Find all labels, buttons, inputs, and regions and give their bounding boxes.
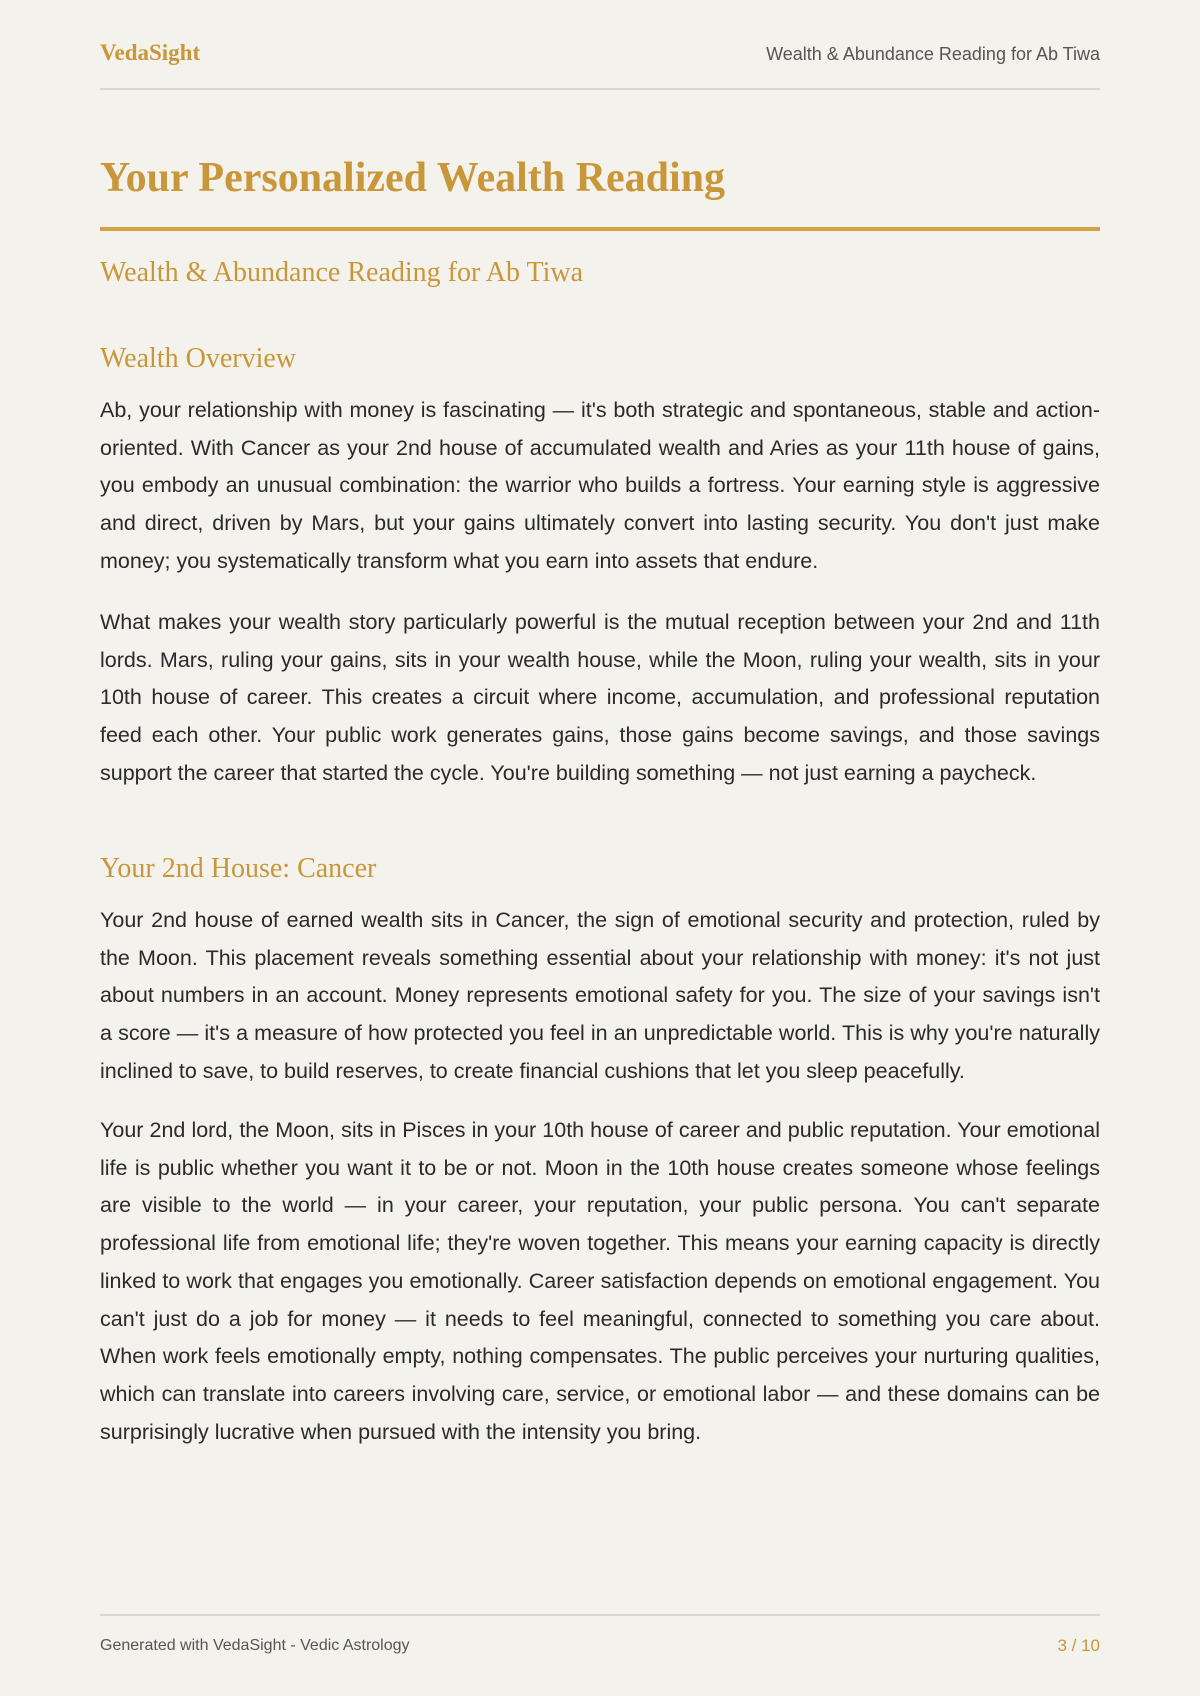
- page-title: Your Personalized Wealth Reading: [100, 155, 725, 201]
- title-divider: [100, 227, 1100, 231]
- page-header: [100, 36, 1100, 90]
- paragraph: Your 2nd house of earned wealth sits in Cancer, the sign of emotional security and protection, ruled by the Moon. This placement reveals something essential about your relationship with money: it's not just about numbers in an account. Money represents emotional safety for you. The size of your savings isn't a score — it's a measure of how protected you feel in an unpredictable world. This is why you're naturally inclined to save, to build reserves, to create financial cushions that let you sleep peacefully.: [100, 908, 1100, 1083]
- paragraph: Ab, your relationship with money is fascinating — it's both strategic and spontaneous, stable and action-oriented. With Cancer as your 2nd house of accumulated wealth and Aries as your 11th house of gains, you embody an unusual combination: the warrior who builds a fortress. Your earning style is aggressive and direct, driven by Mars, but your gains ultimately convert into lasting security. You don't just make money; you systematically transform what you earn into assets that endure.: [100, 398, 1100, 573]
- page: [100, 0, 1100, 1696]
- footer-credit: Generated with VedaSight - Vedic Astrology: [100, 1637, 410, 1654]
- section-heading-2nd-house: Your 2nd House: Cancer: [100, 853, 377, 884]
- header-title: Wealth & Abundance Reading for Ab Tiwa: [766, 44, 1100, 64]
- brand-logo: VedaSight: [100, 40, 201, 65]
- paragraph: Your 2nd lord, the Moon, sits in Pisces in your 10th house of career and public reputation. Your emotional life is public whether you want it to be or not. Moon in the 10th house creates someone whose feelings are visible to the world — in your career, your reputation, your public persona. You can't separate professional life from emotional life; they're woven together. This means your earning capacity is directly linked to work that engages you emotionally. Career satisfaction depends on emotional engagement. You can't just do a job for money — it needs to feel meaningful, connected to something you care about. When work feels emotionally empty, nothing compensates. The public perceives your nurturing qualities, which can translate into careers involving care, service, or emotional labor — and these domains can be surprisingly lucrative when pursued with the intensity you bring.: [100, 1118, 1100, 1444]
- page-subtitle: Wealth & Abundance Reading for Ab Tiwa: [100, 257, 584, 288]
- paragraph: What makes your wealth story particularly powerful is the mutual reception between your 2nd and 11th lords. Mars, ruling your gains, sits in your wealth house, while the Moon, ruling your wealth, sits in your 10th house of career. This creates a circuit where income, accumulation, and professional reputation feed each other. Your public work generates gains, those gains become savings, and those savings support the career that started the cycle. You're building something — not just earning a paycheck.: [100, 610, 1100, 785]
- page-number: 3 / 10: [1057, 1636, 1100, 1655]
- section-heading-wealth-overview: Wealth Overview: [100, 343, 296, 374]
- page-footer: [100, 1614, 1100, 1676]
